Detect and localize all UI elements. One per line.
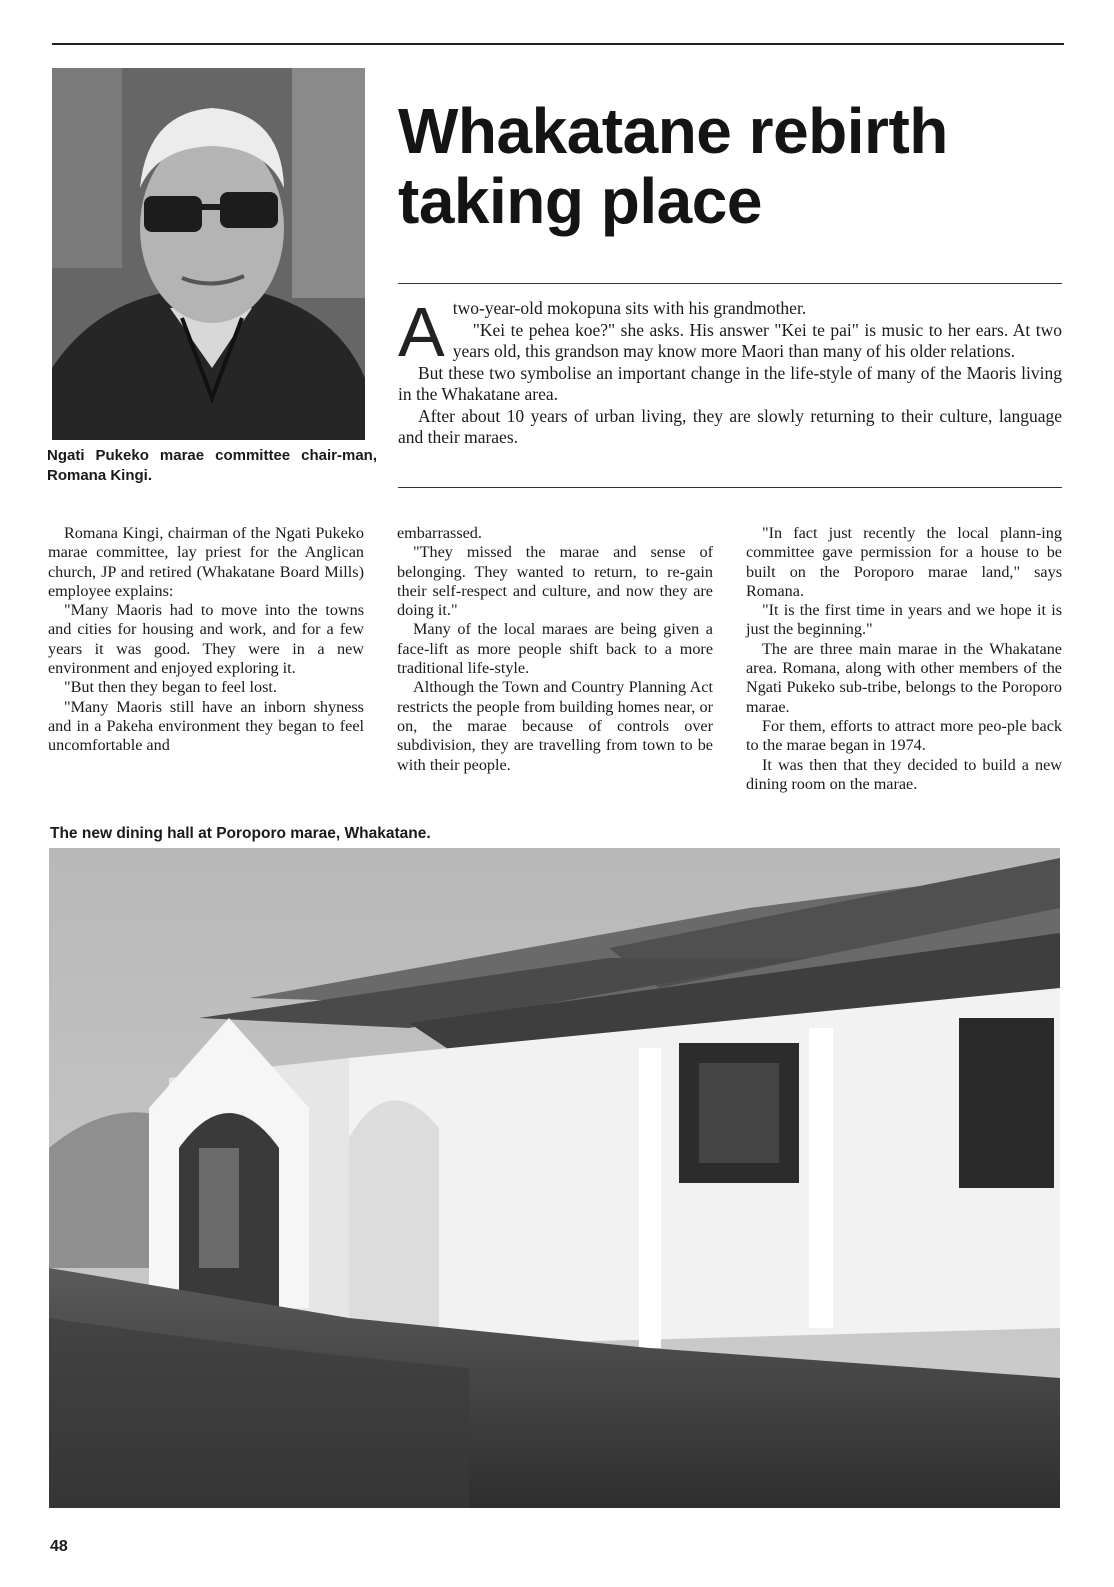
body-paragraph: Many of the local maraes are being given a face-lift as more people shift back to a more traditional life-style. <box>397 620 713 678</box>
page-number: 48 <box>50 1538 68 1555</box>
headline <box>398 96 1078 236</box>
body-paragraph: It was then that they decided to build a new dining room on the marae. <box>746 755 1062 793</box>
intro-text <box>398 293 1062 449</box>
body-column-1 <box>48 524 364 756</box>
body-paragraph: "Many Maoris had to move into the towns and cities for housing and work, and for a few years it was good. They were in a new environment and enjoyed exploring it. <box>48 601 364 678</box>
body-paragraph: For them, efforts to attract more peo-ple back to the marae began in 1974. <box>746 716 1062 755</box>
body-paragraph: "They missed the marae and sense of belonging. They wanted to return, to re-gain their self-respect and culture, and now they are doing it." <box>397 543 713 620</box>
intro-bottom-rule <box>398 487 1062 488</box>
body-column-3 <box>746 524 1062 794</box>
body-paragraph: The are three main marae in the Whakatane area. Romana, along with other members of the Ngati Pukeko sub-tribe, belongs to the Poroporo marae. <box>746 639 1062 716</box>
top-rule <box>52 43 1064 45</box>
body-column-2 <box>397 524 713 775</box>
dining-hall-photo <box>49 848 1060 1508</box>
intro-paragraph: "Kei te pehea koe?" she asks. His answer "Kei te pai" is music to her ears. At two years old, this grandson may know more Maori than many of his older relations. <box>452 319 1062 361</box>
intro-paragraph: But these two symbolise an important change in the life-style of many of the Maoris living in the Whakatane area. <box>398 362 1062 404</box>
body-paragraph: "It is the first time in years and we hope it is just the beginning." <box>746 601 1062 639</box>
body-paragraph: embarrassed. <box>397 524 482 542</box>
drop-cap: A <box>398 293 445 371</box>
body-paragraph: "But then they began to feel lost. <box>64 678 277 697</box>
headline-line-2: taking place <box>398 165 762 237</box>
body-paragraph: "In fact just recently the local plann-ing committee gave permission for a house to be built on the Poroporo marae land," says Romana. <box>746 524 1062 600</box>
body-paragraph: Romana Kingi, chairman of the Ngati Pukeko marae committee, lay priest for the Anglican church, JP and retired (Whakatane Board Mills) employee explains: <box>48 524 364 600</box>
portrait-photo <box>52 68 365 440</box>
body-paragraph: "Many Maoris still have an inborn shyness and in a Pakeha environment they began to feel uncomfortable and <box>48 697 364 755</box>
portrait-caption: Ngati Pukeko marae committee chair-man, Romana Kingi. <box>47 447 377 484</box>
body-paragraph: Although the Town and Country Planning Act restricts the people from building homes near, or on, the marae because of controls over subdivision, they are travelling from town to be with their people. <box>397 678 713 774</box>
dining-hall-illustration <box>49 848 1060 1508</box>
headline-line-1: Whakatane rebirth <box>398 95 948 167</box>
photo-caption: The new dining hall at Poroporo marae, Whakatane. <box>50 825 431 842</box>
intro-p1: two-year-old mokopuna sits with his grandmother. <box>452 298 807 318</box>
portrait-illustration <box>52 68 365 440</box>
intro-top-rule <box>398 283 1062 284</box>
intro-paragraph: After about 10 years of urban living, they are slowly returning to their culture, language and their maraes. <box>398 405 1062 447</box>
